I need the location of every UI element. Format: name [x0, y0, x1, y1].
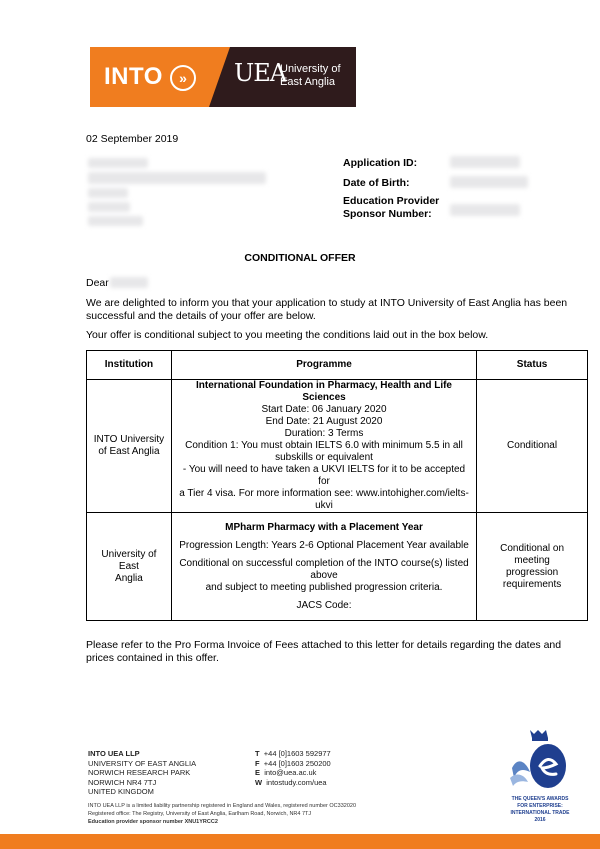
redacted-application-id: [450, 156, 520, 168]
contact-phone: T +44 [0]1603 592977: [255, 749, 331, 758]
footer-brand-bar: [0, 834, 600, 849]
logo-into-text: INTO: [104, 63, 163, 90]
programme-cell: MPharm Pharmacy with a Placement Year Progression Length: Years 2-6 Optional Placement Year available Conditional on successful completion of the INTO course(s) listed above and subject to meeting published progression criteria. JACS Code:: [171, 513, 476, 621]
letter-date: 02 September 2019: [86, 133, 179, 145]
programme-cell: International Foundation in Pharmacy, Health and Life Sciences Start Date: 06 January 2020 End Date: 21 August 2020 Duration: 3 Terms Condition 1: You must obtain IELTS 6.0 with minimum 5.5 in all subskills or equivalent - You will need to have taken a UKVI IELTS for it to be accepted for a Tier 4 visa. For more information see: www.intohigher.com/ielts- ukvi: [171, 380, 476, 513]
logo-university-name: University of East Anglia: [280, 63, 341, 88]
programme-title: International Foundation in Pharmacy, Health and Life Sciences: [196, 380, 452, 403]
redacted-address-line: [88, 202, 130, 212]
redacted-address-line: [88, 188, 128, 198]
contact-web: W intostudy.com/uea: [255, 777, 327, 787]
institution-cell: University of East Anglia: [87, 513, 172, 621]
footer-company: INTO UEA LLP: [88, 749, 140, 758]
redacted-dob: [450, 176, 528, 188]
offer-table: [86, 350, 588, 621]
redacted-sponsor-number: [450, 204, 520, 216]
conditions-paragraph: Your offer is conditional subject to you meeting the conditions laid out in the box below.: [86, 329, 489, 341]
status-cell: Conditional on meeting progression requirements: [477, 513, 588, 621]
dob-label: Date of Birth:: [343, 177, 410, 189]
institution-cell: INTO University of East Anglia: [87, 380, 172, 513]
redacted-address-line: [88, 172, 266, 184]
table-row: [87, 380, 588, 513]
footer-legal: INTO UEA LLP is a limited liability partnership registered in England and Wales, registered number OC332020 Registered office: The Registry, University of East Anglia, Earlham Road, Norwich, NR4 7TJ Education provider sponsor number XNU1YRCC2: [88, 803, 357, 825]
intro-paragraph: We are delighted to inform you that your application to study at INTO University of East Anglia has been successful and the details of your offer are below.: [86, 297, 568, 322]
column-header: Status: [477, 351, 588, 380]
redacted-address-line: [88, 216, 143, 226]
column-header: Programme: [171, 351, 476, 380]
redacted-name: [110, 277, 148, 288]
contact-fax: F +44 [0]1603 250200: [255, 758, 331, 768]
status-cell: Conditional: [477, 380, 588, 513]
into-uea-logo: [90, 47, 356, 107]
logo-uea-text: UEA: [234, 59, 287, 87]
queens-award-caption: THE QUEEN'S AWARDS FOR ENTERPRISE: INTERNATIONAL TRADE 2016: [510, 796, 570, 823]
queens-award-emblem-icon: [508, 728, 572, 794]
table-row: [87, 513, 588, 621]
redacted-address-line: [88, 158, 148, 168]
footer-address: INTO UEA LLP UNIVERSITY OF EAST ANGLIA NORWICH RESEARCH PARK NORWICH NR4 7TJ UNITED KINGDOM: [88, 749, 197, 796]
closing-paragraph: Please refer to the Pro Forma Invoice of Fees attached to this letter for details regarding the dates and prices contained in this offer.: [86, 639, 562, 664]
application-id-label: Application ID:: [343, 157, 418, 169]
footer-contacts: [255, 749, 331, 787]
salutation: Dear: [86, 277, 109, 289]
column-header: Institution: [87, 351, 172, 380]
double-chevron-icon: »: [170, 65, 196, 91]
contact-email: E into@uea.ac.uk: [255, 768, 317, 777]
programme-title: MPharm Pharmacy with a Placement Year: [225, 521, 423, 533]
offer-title: CONDITIONAL OFFER: [244, 252, 356, 264]
table-header-row: [87, 351, 588, 380]
sponsor-number-label: Education Provider Sponsor Number:: [343, 195, 440, 220]
